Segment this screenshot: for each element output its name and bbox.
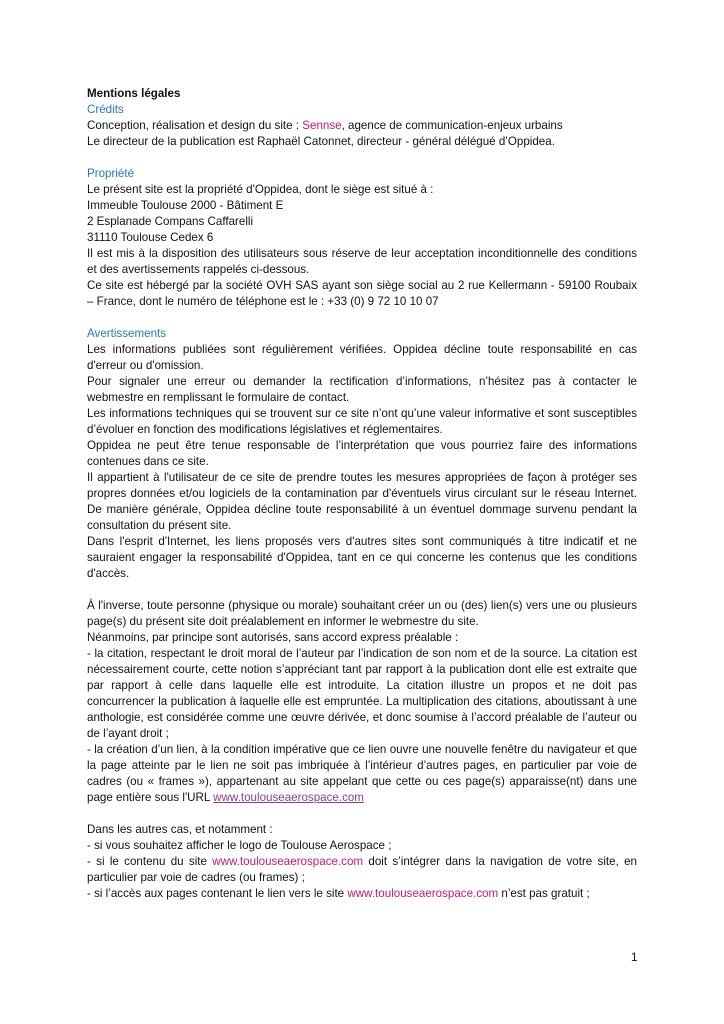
autres-cas-intro: Dans les autres cas, et notamment :: [87, 823, 273, 836]
propriete-line-3: 2 Esplanade Compans Caffarelli: [87, 215, 254, 228]
credits-heading: Crédits: [87, 103, 124, 116]
credits-line-2: Le directeur de la publication est Raphaël Catonnet, directeur - général délégué d’Oppidea.: [87, 135, 555, 148]
toulouseaerospace-link-2[interactable]: www.toulouseaerospace.com: [212, 855, 364, 868]
spacer: [87, 150, 637, 166]
page-title: Mentions légales: [87, 87, 181, 100]
propriete-line-2: Immeuble Toulouse 2000 - Bâtiment E: [87, 199, 284, 212]
liens-citation-item: - la citation, respectant le droit moral de l’auteur par l’indication de son nom et de la source. La citation est nécessairement courte, cette notion s’appréciant tant par rapport à la publication dont elle est extraite que par rapport à celle dans laquelle elle est introduite. La citation illustre un propos et ne doit pas concurrencer la publication à laquelle elle est empruntée. La multiplication des citations, aboutissant à une anthologie, est considérée comme une œuvre dérivée, et donc soumise à l’accord préalable de l’auteur ou de l’ayant droit ;: [87, 647, 637, 740]
propriete-line-4: 31110 Toulouse Cedex 6: [87, 231, 214, 244]
avertissements-paragraph-2: Pour signaler une erreur ou demander la rectification d’informations, n’hésitez pas à contacter le webmestre en remplissant le formulaire de contact.: [87, 375, 637, 404]
toulouseaerospace-url-link[interactable]: www.toulouseaerospace.com: [213, 791, 364, 804]
autres-cas-item-3: [87, 886, 637, 902]
avertissements-paragraph-3: Les informations techniques qui se trouvent sur ce site n’ont qu’une valeur informative et sont susceptibles d’évoluer en fonction des modifications législatives et réglementaires.: [87, 407, 637, 436]
page-number: 1: [631, 951, 638, 964]
credits-line-1-prefix: Conception, réalisation et design du site :: [87, 119, 303, 132]
sennse-link[interactable]: Sennse: [302, 119, 342, 132]
propriete-line-5: Il est mis à la disposition des utilisateurs sous réserve de leur acceptation inconditionnelle des conditions et des avertissements rappelés ci-dessous.: [87, 247, 637, 276]
credits-line-1: [87, 118, 637, 134]
propriete-heading: Propriété: [87, 167, 135, 180]
avertissements-heading: Avertissements: [87, 327, 167, 340]
spacer: [87, 806, 637, 822]
propriete-line-6: Ce site est hébergé par la société OVH SAS ayant son siège social au 2 rue Kellermann - 59100 Roubaix – France, dont le numéro de téléphone est le : +33 (0) 9 72 10 10 07: [87, 279, 637, 308]
avertissements-paragraph-5: Il appartient à l'utilisateur de ce site de prendre toutes les mesures appropriées de façon à protéger ses propres données et/ou logiciels de la contamination par d'éventuels virus circulant sur le réseau Internet. De manière générale, Oppidea décline toute responsabilité à un éventuel dommage survenu pendant la consultation du présent site.: [87, 471, 637, 532]
spacer: [87, 582, 637, 598]
autres-cas-item-3-prefix: - si l’accès aux pages contenant le lien vers le site: [87, 887, 348, 900]
autres-cas-item-2: [87, 854, 637, 886]
liens-creation-item: [87, 742, 637, 806]
avertissements-paragraph-6: Dans l'esprit d'Internet, les liens proposés vers d'autres sites sont communiqués à titre indicatif et ne sauraient engager la responsabilité d'Oppidea, tant en ce qui concerne les contenus que les conditions d'accès.: [87, 535, 637, 580]
document-body: [87, 86, 637, 902]
spacer: [87, 310, 637, 326]
liens-paragraph-1: À l'inverse, toute personne (physique ou morale) souhaitant créer un ou (des) lien(s) vers une ou plusieurs page(s) du présent site doit préalablement en informer le webmestre du site.: [87, 599, 637, 628]
avertissements-paragraph-1: Les informations publiées sont régulièrement vérifiées. Oppidea décline toute responsabilité en cas d'erreur ou d'omission.: [87, 343, 637, 372]
propriete-line-1: Le présent site est la propriété d'Oppidea, dont le siège est situé à :: [87, 183, 434, 196]
autres-cas-item-3-suffix: n’est pas gratuit ;: [498, 887, 590, 900]
liens-paragraph-2: Néanmoins, par principe sont autorisés, sans accord express préalable :: [87, 631, 459, 644]
autres-cas-item-2-suffix: doit s’intégrer dans la navigation de votre site, en particulier par voie de cadres (ou frames) ;: [87, 855, 638, 884]
toulouseaerospace-link-3[interactable]: www.toulouseaerospace.com: [347, 887, 499, 900]
credits-line-1-suffix: , agence de communication-enjeux urbains: [341, 119, 563, 132]
avertissements-paragraph-4: Oppidea ne peut être tenue responsable de l’interprétation que vous pourriez faire des informations contenues dans ce site.: [87, 439, 637, 468]
liens-creation-text: - la création d’un lien, à la condition impérative que ce lien ouvre une nouvelle fenêtre du navigateur et que la page atteinte par le lien ne soit pas imbriquée à l’intérieur d’autres pages, en particulier par voie de cadres (ou « frames »), appartenant au site appelant que cette ou ces page(s) apparaisse(nt) dans une page entière sous l'URL: [87, 743, 637, 804]
autres-cas-item-2-prefix: - si le contenu du site: [87, 855, 213, 868]
autres-cas-item-1: - si vous souhaitez afficher le logo de Toulouse Aerospace ;: [87, 839, 392, 852]
